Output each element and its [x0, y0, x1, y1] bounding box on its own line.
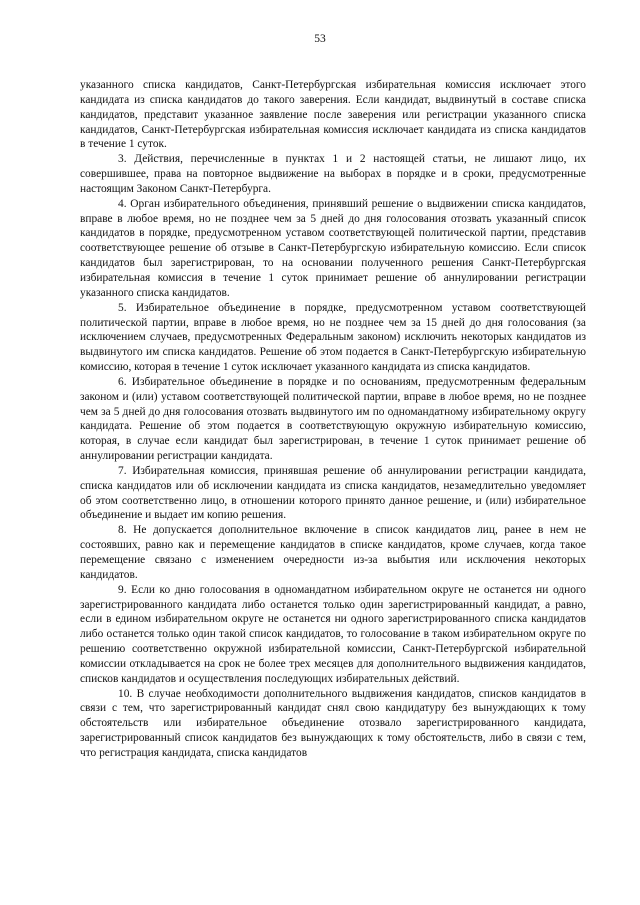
page-number: 53	[314, 33, 326, 45]
document-body	[80, 78, 586, 761]
paragraph-item-8: 8. Не допускается дополнительное включение в список кандидатов лиц, ранее в нем не состоявших, равно как и перемещение кандидатов в списке кандидатов, кроме случаев, когда такое перемещение связано с изменением очередности из-за выбытия или исключения некоторых кандидатов.	[80, 524, 586, 581]
paragraph-item-9: 9. Если ко дню голосования в одномандатном избирательном округе не останется ни одного зарегистрированного кандидата либо останется только один зарегистрированный кандидат, а равно, если в едином избирательном округе не останется ни одного зарегистрированного списка кандидатов либо останется только один такой список кандидатов, то голосование в таком избирательном округе по решению соответственно окружной избирательной комиссии, Санкт-Петербургской избирательной комиссии откладывается на срок не более трех месяцев для дополнительного выдвижения кандидатов, списков кандидатов и осуществления последующих избирательных действий.	[80, 583, 586, 685]
paragraph-continuation: указанного списка кандидатов, Санкт-Петербургская избирательная комиссия исключает этого кандидата из списка кандидатов до такого заверения. Если кандидат, выдвинутый в составе списка кандидатов, представит указанное заявление после заверения или регистрации указанного списка кандидатов, Санкт-Петербургская избирательная комиссия исключает кандидата из списка кандидатов в течение 1 суток.	[80, 79, 586, 151]
paragraph-item-7: 7. Избирательная комиссия, принявшая решение об аннулировании регистрации кандидата, списка кандидатов или об исключении кандидата из списка кандидатов, незамедлительно уведомляет об этом соответственно лицо, в отношении которого принято данное решение, и (или) избирательное объединение и выдает им копию решения.	[80, 464, 586, 522]
paragraph-item-6: 6. Избирательное объединение в порядке и по основаниям, предусмотренным федеральным законом и (или) уставом соответствующей политической партии, вправе в любое время, но не позднее чем за 5 дней до дня голосования отозвать выдвинутого им по одномандатному избирательному округу кандидата. Решение об этом подается в соответствующую окружную избирательную комиссию, которая, в случае если кандидат был зарегистрирован, в течение 1 суток принимает решение об аннулировании регистрации кандидата.	[80, 375, 586, 463]
paragraph-item-4: 4. Орган избирательного объединения, принявший решение о выдвижении списка кандидатов, вправе в любое время, но не позднее чем за 5 дней до дня голосования отозвать указанный список кандидатов в порядке, предусмотренном уставом соответствующей политической партии, представив соответствующее решение об отзыве в Санкт-Петербургскую избирательную комиссию. Если список кандидатов был зарегистрирован, то на основании полученного решения Санкт-Петербургская избирательная комиссия в течение 1 суток принимает решение об аннулировании регистрации указанного списка кандидатов.	[80, 197, 586, 299]
paragraph-item-3: 3. Действия, перечисленные в пунктах 1 и 2 настоящей статьи, не лишают лицо, их совершившее, права на повторное выдвижение на выборах в порядке и в сроки, предусмотренные настоящим Законом Санкт-Петербурга.	[80, 153, 586, 195]
paragraph-item-5: 5. Избирательное объединение в порядке, предусмотренном уставом соответствующей политической партии, вправе в любое время, но не позднее чем за 15 дней до дня голосования (за исключением случаев, предусмотренных Федеральным законом) исключить некоторых кандидатов из выдвинутого им списка кандидатов. Решение об этом подается в Санкт-Петербургскую избирательную комиссию, которая в течение 1 суток исключает указанного кандидата из списка кандидатов.	[80, 301, 586, 374]
paragraph-item-10: 10. В случае необходимости дополнительного выдвижения кандидатов, списков кандидатов в связи с тем, что зарегистрированный кандидат снял свою кандидатуру без вынуждающих к тому обстоятельств или избирательное объединение отозвало зарегистрированного кандидата, зарегистрированный список кандидатов без вынуждающих к тому обстоятельств, либо в связи с тем, что регистрация кандидата, списка кандидатов	[80, 687, 586, 759]
